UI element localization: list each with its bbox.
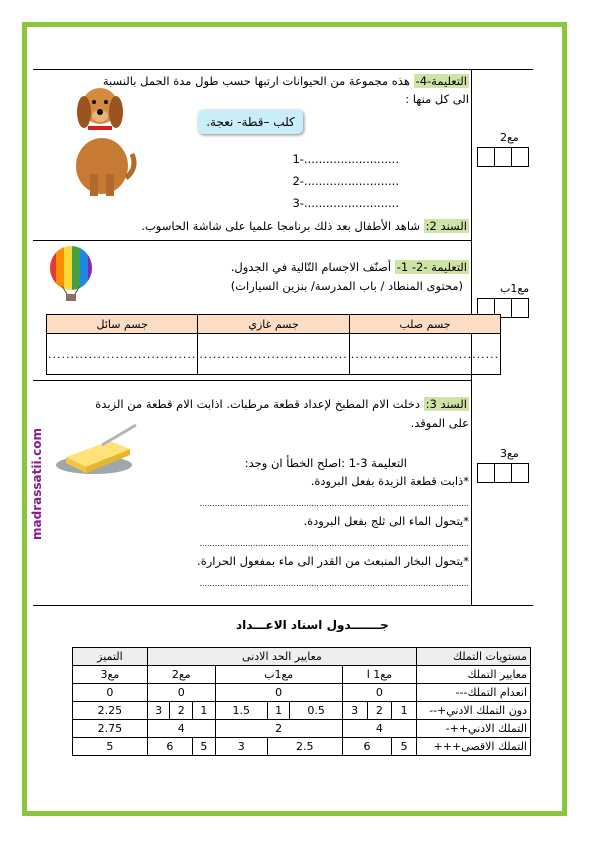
marker-m1b: مع1ب [500, 282, 530, 295]
score-boxes-m2[interactable] [478, 147, 529, 167]
support-3-text: دخلت الام المطبخ لإعداد قطعة مرطبات. اذابت الام قطعة من الزبدة [95, 397, 424, 411]
statement-2: *يتحول الماء الى ثلج بفعل البرودة. [303, 514, 469, 528]
answer-line-2[interactable]: ..........................-2 [292, 174, 399, 188]
header-gas: جسم غازي [198, 315, 349, 334]
animal-names-box: كلب –قطة- نعجة. [198, 110, 303, 134]
support-3 [95, 397, 469, 412]
cell-liquid[interactable]: ................................. [47, 334, 198, 375]
items-list: (محتوى المنطاد / باب المدرسة/ بنزين السيارات) [230, 279, 463, 293]
grading-cell: 2.75 [73, 720, 148, 738]
butter-image [52, 419, 152, 477]
header-solid: جسم صلب [349, 315, 500, 334]
marker-m2: مع2 [500, 131, 519, 144]
dog-image [60, 78, 140, 198]
grading-cell: 2.25 [73, 702, 148, 720]
grading-header-m1a: مع1 ا [342, 666, 416, 684]
grading-cell: 3 [215, 738, 267, 756]
classification-table [46, 314, 501, 375]
correction-line-1[interactable]: .......................................................................................................... [199, 499, 469, 508]
balloon-image [48, 246, 94, 302]
grading-cell: 1.5 [215, 702, 267, 720]
support-2-text: شاهد الأطفال بعد ذلك برنامجا علميا على شاشة الحاسوب. [141, 219, 424, 233]
correction-line-3[interactable]: .......................................................................................................... [199, 579, 469, 588]
score-boxes-m3[interactable] [478, 463, 529, 483]
instruction-4-label: التعليمة-4- [415, 74, 467, 88]
grading-row-label: التملك الاقصى+++ [417, 738, 531, 756]
bottom-rule [33, 605, 533, 606]
instruction-4-text: هذه مجموعة من الحيوانات ارتبها حسب طول مدة الحمل بالنسبة [102, 74, 414, 88]
grading-table [72, 647, 531, 756]
answer-line-1[interactable]: ..........................-1 [292, 152, 399, 166]
grading-cell: 3 [147, 702, 170, 720]
grading-cell: 2 [170, 702, 193, 720]
grading-cell: 0 [73, 684, 148, 702]
grading-cell: 0 [147, 684, 215, 702]
header-liquid: جسم سائل [47, 315, 198, 334]
grading-row-label: دون التملك الادني+-- [417, 702, 531, 720]
rule-1 [33, 240, 471, 241]
support-2 [141, 219, 469, 234]
top-rule [33, 69, 533, 70]
grading-header-m2: مع2 [147, 666, 215, 684]
grading-cell: 4 [342, 720, 416, 738]
answer-line-3[interactable]: ..........................-3 [292, 196, 399, 210]
grading-header-minimum: معايير الحد الادنى [147, 648, 416, 666]
grading-cell: 6 [147, 738, 192, 756]
correction-line-2[interactable]: .......................................................................................................... [199, 539, 469, 548]
instruction-2-1-label: التعليمة -2- 1- [396, 260, 467, 274]
grading-header-criteria: معايير التملك [417, 666, 531, 684]
watermark: madrassatii.com [30, 428, 44, 540]
cell-solid[interactable]: ................................. [349, 334, 500, 375]
instruction-2-1 [231, 260, 469, 275]
grading-cell: 5 [392, 738, 417, 756]
grading-cell: 1 [193, 702, 216, 720]
grading-header-m3: مع3 [73, 666, 148, 684]
grading-cell: 2 [215, 720, 342, 738]
grading-cell: 6 [342, 738, 392, 756]
grading-cell: 3 [342, 702, 367, 720]
grading-header-m1b: مع1ب [215, 666, 342, 684]
statement-3: *يتحول البخار المنبعث من القدر الى ماء بمفعول الحرارة. [197, 554, 469, 568]
grading-cell: 1 [392, 702, 417, 720]
cell-gas[interactable]: ................................. [198, 334, 349, 375]
grading-row-label: انعدام التملك--- [417, 684, 531, 702]
grading-cell: 2.5 [267, 738, 342, 756]
instruction-4-text2: الى كل منها : [405, 92, 469, 106]
marker-m3: مع3 [500, 447, 519, 460]
grading-cell: 4 [147, 720, 215, 738]
support-3-text2: على الموقد. [410, 416, 469, 430]
grading-cell: 5 [193, 738, 216, 756]
grading-cell: 0.5 [290, 702, 342, 720]
instruction-2-1-text: أصنّف الاجسام التّالية في الجدول. [230, 260, 395, 274]
grading-cell: 5 [73, 738, 148, 756]
support-2-label: السند 2: [425, 219, 467, 233]
support-3-label: السند 3: [425, 397, 467, 411]
grading-cell: 0 [342, 684, 416, 702]
rule-2 [33, 380, 471, 381]
grading-row-label: التملك الادني++- [417, 720, 531, 738]
grading-header-levels: مستويات التملك [417, 648, 531, 666]
grading-cell: 0 [215, 684, 342, 702]
grading-cell: 2 [367, 702, 392, 720]
statement-1: *ذابت قطعة الزبدة بفعل البرودة. [310, 474, 469, 488]
grading-header-excellence: التميز [73, 648, 148, 666]
grading-title: جـــــــدول اسناد الاعـــداد [236, 618, 389, 632]
grading-cell: 1 [267, 702, 290, 720]
instruction-3-1: التعليمة 3-1 :اصلح الخطأ ان وجد: [244, 456, 407, 470]
